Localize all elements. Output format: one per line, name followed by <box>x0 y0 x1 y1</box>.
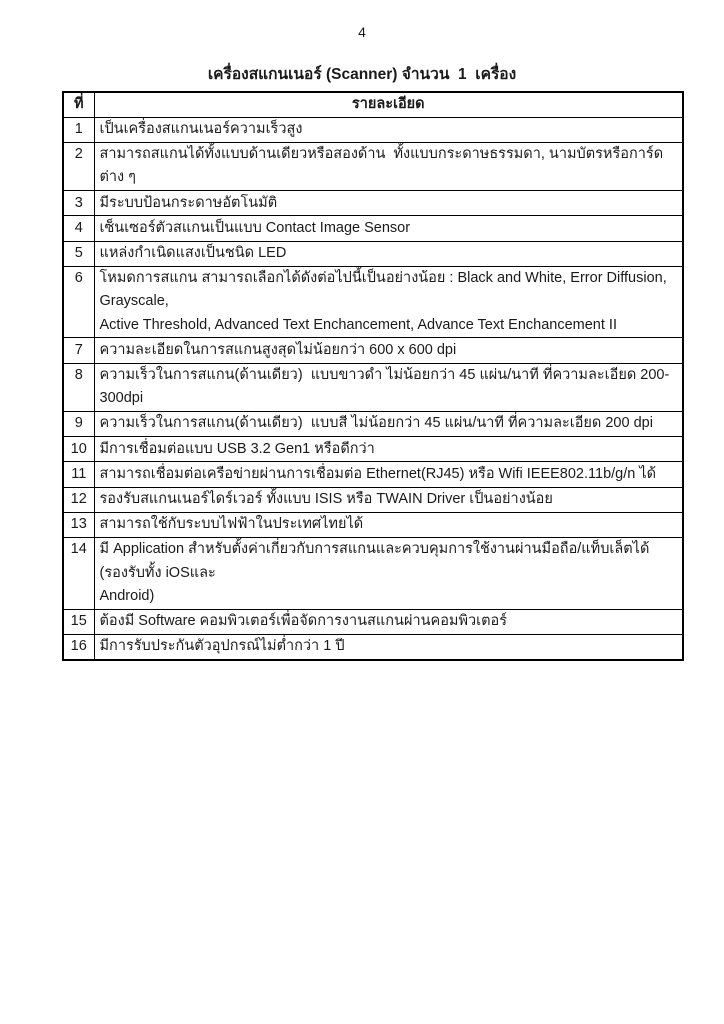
detail-line: ความเร็วในการสแกน(ด้านเดียว) แบบสี ไม่น้อยกว่า 45 แผ่น/นาที ที่ความละเอียด 200 dpi <box>99 415 653 432</box>
detail-line: สามารถสแกนได้ทั้งแบบด้านเดียวหรือสองด้าน ทั้งแบบกระดาษธรรมดา, นามบัตรหรือการ์ดต่าง ๆ <box>99 146 664 186</box>
row-detail <box>94 216 683 241</box>
row-number: 4 <box>63 216 94 241</box>
row-number: 12 <box>63 487 94 512</box>
detail-line: มีการรับประกันตัวอุปกรณ์ไม่ต่ำกว่า 1 ปี <box>99 638 345 655</box>
row-number: 9 <box>63 411 94 436</box>
row-number: 6 <box>63 266 94 338</box>
detail-line: Active Threshold, Advanced Text Enchancement, Advance Text Enchancement II <box>99 316 617 333</box>
table-row <box>63 537 683 609</box>
row-number: 7 <box>63 338 94 363</box>
detail-line: ความละเอียดในการสแกนสูงสุดไม่น้อยกว่า 600 x 600 dpi <box>99 341 457 358</box>
detail-line: ต้องมี Software คอมพิวเตอร์เพื่อจัดการงานสแกนผ่านคอมพิวเตอร์ <box>99 613 508 630</box>
table-row <box>63 338 683 363</box>
header-cell-no: ที่ <box>63 92 94 117</box>
row-detail <box>94 537 683 609</box>
row-number: 3 <box>63 191 94 216</box>
spec-table-header <box>63 92 683 117</box>
table-row <box>63 117 683 142</box>
spec-table-body <box>63 117 683 660</box>
row-number: 1 <box>63 117 94 142</box>
table-row <box>63 437 683 462</box>
detail-line: Android) <box>99 587 155 604</box>
row-detail <box>94 462 683 487</box>
detail-line: สามารถใช้กับระบบไฟฟ้าในประเทศไทยได้ <box>99 516 364 533</box>
row-detail <box>94 437 683 462</box>
detail-line: โหมดการสแกน สามารถเลือกได้ดังต่อไปนี้เป็นอย่างน้อย : Black and White, Error Diffusion, Grayscale, <box>99 270 671 310</box>
header-cell-detail: รายละเอียด <box>94 92 683 117</box>
detail-line: รองรับสแกนเนอร์ไดร์เวอร์ ทั้งแบบ ISIS หรือ TWAIN Driver เป็นอย่างน้อย <box>99 491 553 508</box>
table-row <box>63 462 683 487</box>
row-number: 14 <box>63 537 94 609</box>
detail-line: สามารถเชื่อมต่อเครือข่ายผ่านการเชื่อมต่อ Ethernet(RJ45) หรือ Wifi IEEE802.11b/g/n ได้ <box>99 465 657 482</box>
table-row <box>63 241 683 266</box>
scanner-spec-table <box>62 91 684 661</box>
row-detail <box>94 512 683 537</box>
detail-line: เซ็นเซอร์ตัวสแกนเป็นแบบ Contact Image Sensor <box>99 219 411 236</box>
row-detail <box>94 191 683 216</box>
detail-line: ความเร็วในการสแกน(ด้านเดียว) แบบขาวดำ ไม่น้อยกว่า 45 แผ่น/นาที ที่ความละเอียด 200-300dpi <box>99 367 670 407</box>
detail-line: แหล่งกำเนิดแสงเป็นชนิด LED <box>99 245 287 262</box>
table-row <box>63 512 683 537</box>
row-number: 2 <box>63 142 94 190</box>
row-number: 5 <box>63 241 94 266</box>
document-title: เครื่องสแกนเนอร์ (Scanner) จำนวน 1 เครื่อง <box>207 66 517 83</box>
row-detail <box>94 117 683 142</box>
detail-line: มีระบบป้อนกระดาษอัตโนมัติ <box>99 194 278 211</box>
row-detail <box>94 338 683 363</box>
row-number: 8 <box>63 363 94 411</box>
row-detail <box>94 411 683 436</box>
table-row <box>63 142 683 190</box>
row-number: 13 <box>63 512 94 537</box>
row-detail <box>94 266 683 338</box>
table-row <box>63 266 683 338</box>
header-row <box>63 92 683 117</box>
detail-line: มีการเชื่อมต่อแบบ USB 3.2 Gen1 หรือดีกว่า <box>99 440 375 457</box>
table-row <box>63 609 683 634</box>
row-number: 15 <box>63 609 94 634</box>
table-row <box>63 487 683 512</box>
row-detail <box>94 634 683 660</box>
row-detail <box>94 487 683 512</box>
row-detail <box>94 609 683 634</box>
table-row <box>63 634 683 660</box>
table-row <box>63 191 683 216</box>
row-detail <box>94 241 683 266</box>
row-number: 16 <box>63 634 94 660</box>
row-detail <box>94 142 683 190</box>
table-row <box>63 216 683 241</box>
row-detail <box>94 363 683 411</box>
row-number: 10 <box>63 437 94 462</box>
detail-line: เป็นเครื่องสแกนเนอร์ความเร็วสูง <box>99 121 303 137</box>
row-number: 11 <box>63 462 94 487</box>
table-row <box>63 411 683 436</box>
page-number: 4 <box>358 24 366 40</box>
detail-line: มี Application สำหรับตั้งค่าเกี่ยวกับการสแกนและควบคุมการใช้งานผ่านมือถือ/แท็บเล็ตได้ (รองรับทั้ง iOSและ <box>99 541 654 581</box>
table-row <box>63 363 683 411</box>
